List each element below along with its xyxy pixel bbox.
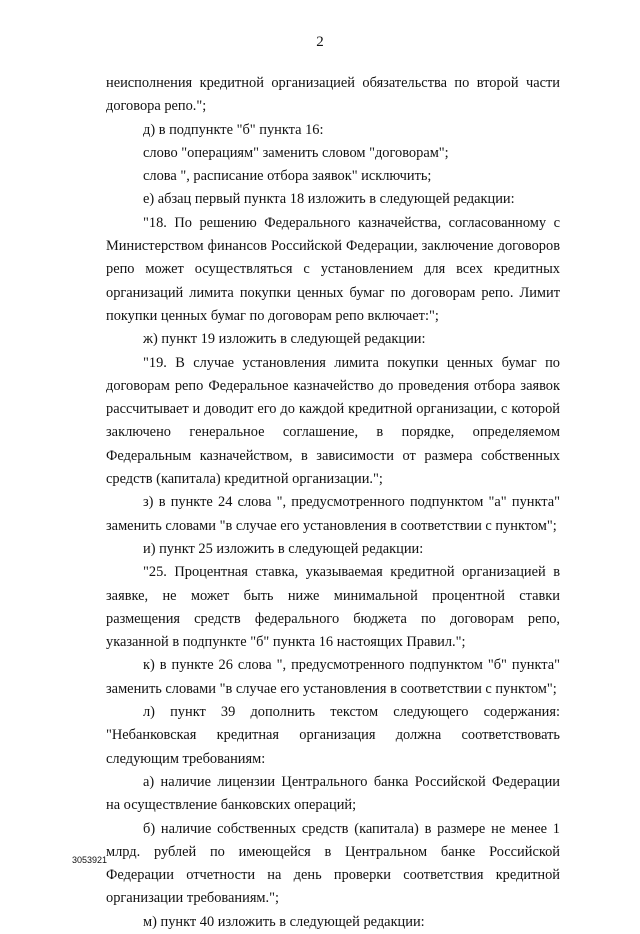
paragraph: слова ", расписание отбора заявок" исключить;: [143, 168, 432, 185]
paragraph: з) в пункте 24 слова ", предусмотренного подпунктом "а" пункта" заменить словами "в случае его установления в соответствии с пунктом";: [106, 494, 560, 534]
paragraph: "19. В случае установления лимита покупки ценных бумаг по договорам репо Федеральное казначейство до проведения отбора заявок рассчитывает и доводит его до каждой кредитной организации, с которой заключено генеральное соглашение, в порядке, определяемом Федеральным казначейством, в зависимости от размера собственных средств (капитала) кредитной организации.";: [106, 354, 560, 488]
paragraph: а) наличие лицензии Центрального банка Российской Федерации на осуществление банковских операций;: [106, 773, 560, 814]
paragraph: "25. Процентная ставка, указываемая кредитной организацией в заявке, не может быть ниже минимальной процентной ставки размещения средств федерального бюджета по договорам репо, указанной в подпункте "б" пункта 16 настоящих Правил.";: [106, 564, 560, 651]
paragraph: м) пункт 40 изложить в следующей редакции:: [143, 913, 425, 930]
paragraph: ж) пункт 19 изложить в следующей редакции:: [143, 331, 426, 348]
document-code: 3053921: [72, 855, 108, 865]
paragraph: слово "операциям" заменить словом "договорам";: [143, 144, 449, 161]
paragraph: и) пункт 25 изложить в следующей редакции:: [143, 540, 424, 557]
paragraph: к) в пункте 26 слова ", предусмотренного подпунктом "б" пункта" заменить словами "в случае его установления в соответствии с пунктом";: [106, 657, 560, 697]
paragraph: неисполнения кредитной организацией обязательства по второй части договора репо.";: [106, 75, 560, 115]
paragraph: "18. По решению Федерального казначейства, согласованному с Министерством финансов Российской Федерации, заключение договоров репо может осуществляться с установлением для всех кредитных организаций лимита покупки ценных бумаг по договорам репо. Лимит покупки ценных бумаг по договорам репо включает:";: [106, 214, 560, 324]
paragraph: б) наличие собственных средств (капитала) в размере не менее 1 млрд. рублей по имеющейся в Центральном банке Российской Федерации отчетности на день проверки соответствия кредитной организации требованиям.";: [106, 820, 560, 907]
document-body: [106, 72, 560, 934]
paragraph: д) в подпункте "б" пункта 16:: [143, 121, 324, 138]
paragraph: е) абзац первый пункта 18 изложить в следующей редакции:: [143, 191, 515, 208]
page-number: 2: [316, 34, 324, 50]
paragraph: л) пункт 39 дополнить текстом следующего содержания: "Небанковская кредитная организация должна соответствовать следующим требованиям:: [106, 704, 560, 767]
